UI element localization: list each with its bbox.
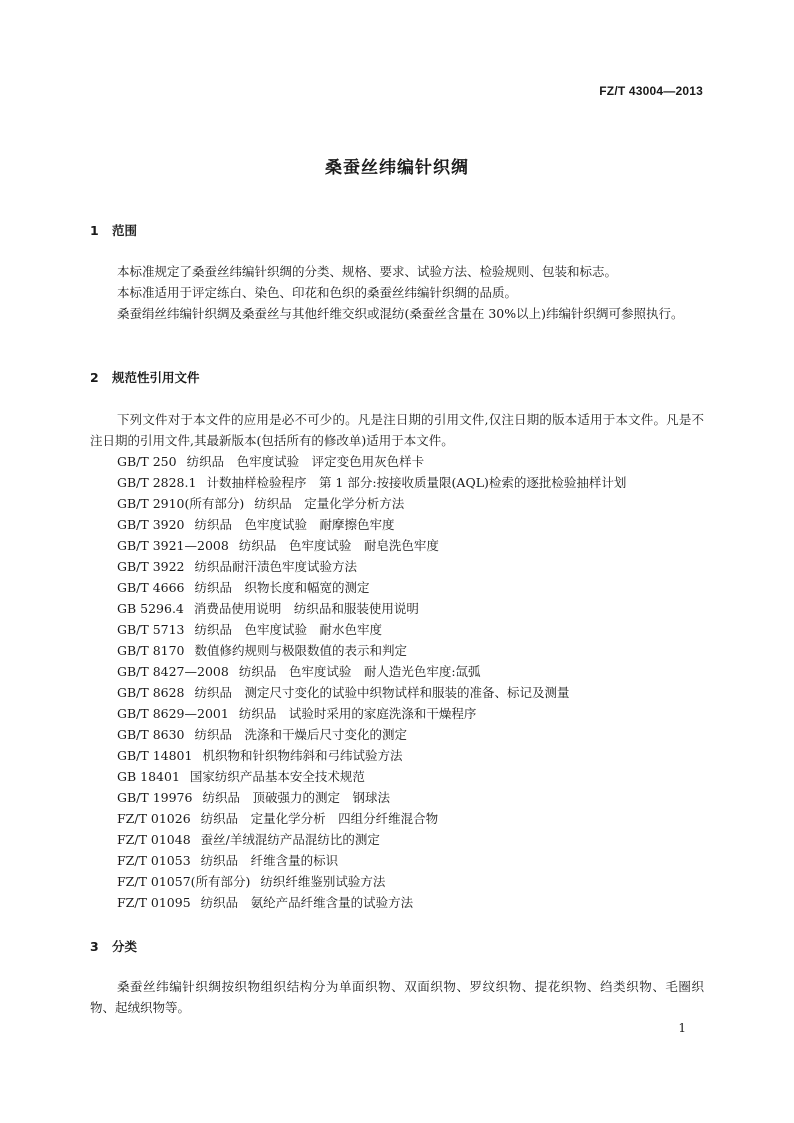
reference-code: GB/T 14801 [117,748,193,763]
reference-title: 纺织品 色牢度试验 耐水色牢度 [194,622,383,637]
reference-code: GB/T 8629—2001 [117,706,229,721]
reference-code: GB 18401 [117,769,180,784]
reference-code: GB/T 19976 [117,790,193,805]
reference-item [117,514,626,535]
reference-code: FZ/T 01048 [117,832,191,847]
reference-title: 纺织品 顶破强力的测定 钢球法 [202,790,390,805]
reference-code: GB/T 2828.1 [117,475,197,490]
reference-item [117,535,626,556]
reference-item [117,493,626,514]
reference-item [117,850,626,871]
reference-item [117,598,626,619]
references-intro: 下列文件对于本文件的应用是必不可少的。凡是注日期的引用文件,仅注日期的版本适用于本文件。凡是不注日期的引用文件,其最新版本(包括所有的修改单)适用于本文件。 [90,412,704,448]
reference-code: GB/T 2910(所有部分) [117,496,245,511]
reference-code: GB/T 3922 [117,559,185,574]
reference-item [117,661,626,682]
scope-paragraph-2: 本标准适用于评定练白、染色、印花和色织的桑蚕丝纬编针织绸的品质。 [117,285,518,300]
reference-item [117,451,626,472]
reference-code: GB 5296.4 [117,601,184,616]
reference-title: 纺织品 测定尺寸变化的试验中织物试样和服装的准备、标记及测量 [194,685,570,700]
reference-title: 纺织纤维鉴别试验方法 [260,874,386,889]
reference-item [117,766,626,787]
section-number: 3 [90,939,99,954]
reference-item [117,808,626,829]
standard-code: FZ/T 43004—2013 [599,84,703,98]
reference-list [117,451,626,913]
reference-title: 纺织品 色牢度试验 耐人造光色牢度:氙弧 [238,664,481,679]
reference-title: 消费品使用说明 纺织品和服装使用说明 [193,601,419,616]
reference-item [117,703,626,724]
section-number: 2 [90,370,99,385]
section-2-heading [90,368,200,386]
reference-title: 纺织品 定量化学分析方法 [254,496,405,511]
section-1-heading [90,221,137,239]
reference-title: 国家纺织产品基本安全技术规范 [189,769,365,784]
reference-item [117,682,626,703]
reference-item [117,619,626,640]
reference-title: 纺织品 试验时采用的家庭洗涤和干燥程序 [238,706,477,721]
scope-paragraph-3: 桑蚕绢丝纬编针织绸及桑蚕丝与其他纤维交织或混纺(桑蚕丝含量在 30%以上)纬编针织绸可参照执行。 [117,306,684,321]
section-title: 分类 [112,939,138,954]
reference-title: 纺织品 色牢度试验 耐摩擦色牢度 [194,517,395,532]
reference-title: 纺织品 定量化学分析 四组分纤维混合物 [200,811,439,826]
section-title: 规范性引用文件 [112,370,200,385]
reference-title: 计数抽样检验程序 第 1 部分:按接收质量限(AQL)检索的逐批检验抽样计划 [206,475,627,490]
reference-code: GB/T 250 [117,454,177,469]
reference-item [117,871,626,892]
reference-item [117,829,626,850]
reference-code: GB/T 3920 [117,517,185,532]
reference-item [117,892,626,913]
reference-title: 纺织品 纤维含量的标识 [200,853,339,868]
reference-code: FZ/T 01026 [117,811,191,826]
reference-item [117,724,626,745]
reference-code: GB/T 8170 [117,643,185,658]
reference-title: 机织物和针织物纬斜和弓纬试验方法 [202,748,403,763]
reference-code: GB/T 8630 [117,727,185,742]
reference-item [117,472,626,493]
reference-title: 纺织品 色牢度试验 耐皂洗色牢度 [238,538,439,553]
scope-paragraph-1: 本标准规定了桑蚕丝纬编针织绸的分类、规格、要求、试验方法、检验规则、包装和标志。 [117,264,618,279]
section-title: 范围 [112,223,138,238]
reference-item [117,556,626,577]
reference-title: 数值修约规则与极限数值的表示和判定 [194,643,408,658]
reference-code: FZ/T 01095 [117,895,191,910]
classification-paragraph: 桑蚕丝纬编针织绸按织物组织结构分为单面织物、双面织物、罗纹织物、提花织物、绉类织物、毛圈织物、起绒织物等。 [90,979,704,1015]
reference-title: 纺织品 色牢度试验 评定变色用灰色样卡 [186,454,425,469]
section-number: 1 [90,223,99,238]
page-number: 1 [678,1021,686,1035]
reference-code: FZ/T 01057(所有部分) [117,874,251,889]
reference-item [117,745,626,766]
document-title: 桑蚕丝纬编针织绸 [325,158,469,178]
reference-item [117,640,626,661]
reference-code: GB/T 4666 [117,580,185,595]
reference-item [117,787,626,808]
reference-title: 纺织品 氨纶产品纤维含量的试验方法 [200,895,414,910]
reference-title: 纺织品耐汗渍色牢度试验方法 [194,559,358,574]
reference-code: GB/T 8628 [117,685,185,700]
reference-title: 蚕丝/羊绒混纺产品混纺比的测定 [200,832,380,847]
section-3-heading [90,937,137,955]
reference-code: GB/T 3921—2008 [117,538,229,553]
reference-code: GB/T 8427—2008 [117,664,229,679]
reference-title: 纺织品 洗涤和干燥后尺寸变化的测定 [194,727,408,742]
reference-title: 纺织品 织物长度和幅宽的测定 [194,580,370,595]
reference-item [117,577,626,598]
reference-code: FZ/T 01053 [117,853,191,868]
reference-code: GB/T 5713 [117,622,185,637]
